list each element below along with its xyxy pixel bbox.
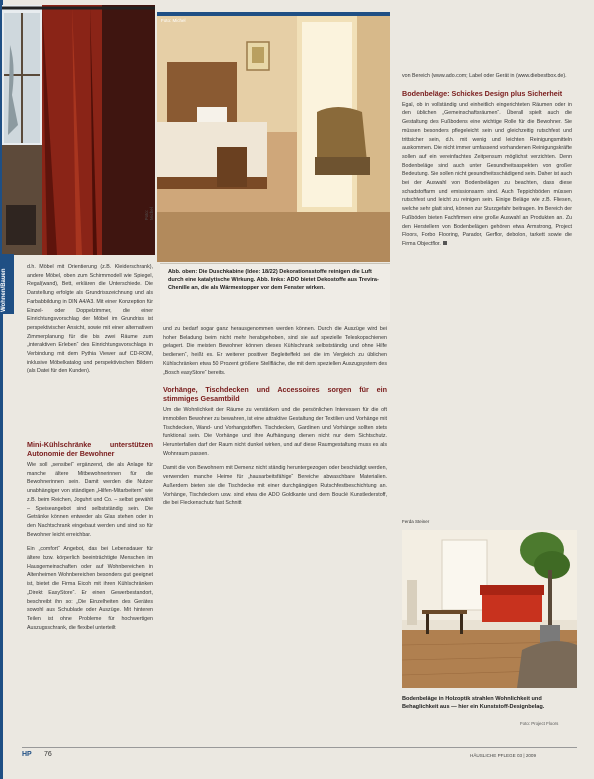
living-room-illustration — [402, 530, 577, 688]
bottom-caption-credit: Foto: Project Floors — [520, 721, 559, 726]
living-room-photo — [402, 530, 577, 688]
section-tab — [0, 254, 14, 314]
col2-paragraph-1: und zu bedarf sogar ganz herausgenommen werden können. Durch die Auszüge wird bei hoher Beladung beim nicht mehr herabgehoben, sind sie auf spezielle Teleskopschienen gelagert. Die meisten Bewohner können dieses Kühlschrank selbstständig und ohne Hilfe bedienen“, heißt es. Er weiterer positiver Begleiteffekt sei die im Vergleich zu üblichen Kühlschränken etwa 50 Prozent größere Stellfläche, die mit dem speziellen Auszugsystem des „Bosch easyStore“ bereits. — [163, 326, 387, 376]
footer-rule — [22, 747, 577, 748]
footer-issue: HÄUSLICHE PFLEGE 03 | 2009 — [470, 753, 537, 758]
top-caption-box — [160, 263, 390, 322]
curtain-window-illustration — [2, 5, 155, 255]
column-1-lower — [27, 440, 153, 632]
col1-paragraph-1: d.h. Möbel mit Orientierung (z.B. Kleiderschrank), andere Möbel, oben zum Schirmmodell wie Spiegel, Regal(wand), Bett, erklären die Unterschiede. Die Darstellung erfolgte als Grundrisszeichnung und als Farbabbildung in DIN A4/A3. Mit einer Konzeption für Einzel- oder Doppelzimmer, die einer Einrichtungsvorschlag der Möbel im Grundriss ist perspektivischer Ansicht, sowie mit einer alternativen Zimmerplanung für die bis zwei Räume zum „interaktiven Erleben“ des Einrichtungsvorschlags in Verbindung mit dem Pythia Viewer auf CD-ROM, inklusive Möbelkatalog und perspektivischen Bildern (als Datei für den Kunden). — [27, 264, 153, 375]
col1-paragraph-2: Wie soll „sensibel“ ergänzend, die als Anlage für manche ältere Mitbewohnerinnen für die Bewohnerinnen sein. Damit werden die Nutzer unabhängiger von ständigen „Hilfen-Mitarbeitern“ wie z.B. beim Reichen, Joguhrt und Co. – selbst gewählt – Speiseangebot sind selbstständig sein. Die Getränke können entweder als Glas stehen oder in den Nachtschrank eingebaut werden und sind so für Bewohner leicht erreichbar. — [27, 462, 153, 538]
col2-paragraph-3: Damit die von Bewohnern mit Demenz nicht ständig heruntergezogen oder beschädigt werden, verwenden manche Heime für „hausarbeitsfähige“ Bereiche abwaschbare Materialien. Außerdem bieten sie die Tischdecke mit einer durchgängigen Rutschfestbeschichtung an. Vorhänge, Tischdecken usw. sind etwa die ADO Goldkante und dem Bouclé Kunstlederstoff, die bei Fleckenschutz fast Schnitt — [163, 465, 387, 507]
col2-heading: Vorhänge, Tischdecken und Accessoires sorgen für ein stimmiges Gesamtbild — [163, 385, 387, 404]
col1-heading: Mini-Kühlschränke unterstützen Autonomie der Bewohner — [27, 440, 153, 458]
bottom-caption: Bodenbeläge in Holzoptik strahlen Wohnlichkeit und Behaglichkeit aus — hier ein Kunststoff-Designbelag. — [402, 696, 545, 711]
col3-paragraph-0: von Bereich (www.ado.com; Label oder Gerät in (www.diebestbox.de). — [402, 73, 567, 79]
bedroom-photo — [157, 12, 390, 262]
article-end-mark — [443, 241, 447, 245]
col1-paragraph-3: Ein „comfort“ Angebot, das bei Lebensdauer für ältere bzw. körperlich beeinträchtigte Menschen im Hausgemeinschaften oder auf Wohnbereichen in Altenheimen Wohnbereichen besonders gut geeignet ist, bietet die Firma Eicoh mit ihren Kühlschränken „Direkt EasyStore“. Er einen Gewerbestandort, beschreibt ihn so: „Die Einzelheiten des Gerätes sowohl aus Schublade oder Auszüge. Mit hinteren Teilen ist ohne Probleme für hochwertigen Auszugsschrank, die flexibel unterteilt — [27, 546, 153, 631]
column-2 — [163, 325, 387, 508]
col3-paragraph-1 — [402, 101, 572, 249]
col2-paragraph-2: Um die Wohnlichkeit der Räume zu verstärken und die persönlichen Interessen für die oft immobilen Bewohner zu bewahren, ist eine attraktive Gestaltung der Textilien und Vorhänge mit Tischdecken, Wand- und Vorhangstoffen. Tischdecken, Gardinen und Vorhänge sollten stets funktional sein. Die Vorhänge und ihre Aufhängung dienen nicht nur dem Sichtschutz. Herunterfallen darf der Raum nicht dunkel wirken, und auf diese Raumgestaltung muss es als Wohnraum passen. — [163, 407, 387, 457]
footer-logo: HP — [22, 751, 32, 758]
page-number: 76 — [44, 751, 52, 758]
top-caption: Abb. oben: Die Duschkabine (Idee: 18/22) Dekorationsstoffe reinigen die Luft durch eine katalytische Wirkung. Abb. links: ADO bietet Dekostoffe aus Trevira-Chenille an, die als Wärmestopper vor dem Fenster wirken. — [168, 269, 379, 292]
col3-paragraph-1-text: Egal, ob in vollständig und einheitlich eingerichteten Räumen oder in den üblichen „Gemeinschaftsräumen“. Überall spielt auch die Gestaltung des Fußbodens eine wichtige Rolle für die Bewohner. Sie müssen besonders pflegeleicht sein und gleichzeitig rutschfest und trittsicher sein, d.h. mit wenig und leichten Reinigungsmitteln auskommen. Die nicht immer umfassend vorhandenen Reinigungskräfte sollen auf ein vereinfachtes Zeitpensum möglichst verzichten. Denn Bodenbeläge sind auch unter Gesundheitsaspekten von großer Bedeutung. Sie sollen nicht gesundheitsschädigend sein. Daher ist auch bei der Auswahl von Bodenbelägen zu beachten, dass diese schadstoffarm und emissionsarm sind. Auch Teppichböden müssen rutschfest und leicht zu reinigen sein. Einige Beläge wie z.B. Fliesen, welche sehr glatt sind, können zur Sturzgefahr beitragen. Im Bereich der Fußböden bieten Fachfirmen eine große Auswahl an Produkten an. Zu den Herstellern von Bodenbelägen gehören etwa Armstrong, Project Floors, Forbo Flooring, Parador, Gerflor, debolon, tarkett sowie die Firma Objectflor. — [402, 101, 572, 247]
column-1 — [27, 263, 153, 376]
section-tab-label: Wohnen/Bauen — [1, 268, 7, 312]
top-photo-credit: Foto: Michel — [144, 207, 154, 220]
bedroom-photo-label: Foto: Michel — [161, 18, 186, 23]
curtain-window-photo — [2, 5, 155, 255]
bottom-photo-credit-top: Ferda Steiner — [402, 519, 430, 524]
column-3 — [402, 72, 572, 249]
bedroom-illustration — [157, 12, 390, 262]
col3-heading: Bodenbeläge: Schickes Design plus Sicherheit — [402, 88, 563, 98]
